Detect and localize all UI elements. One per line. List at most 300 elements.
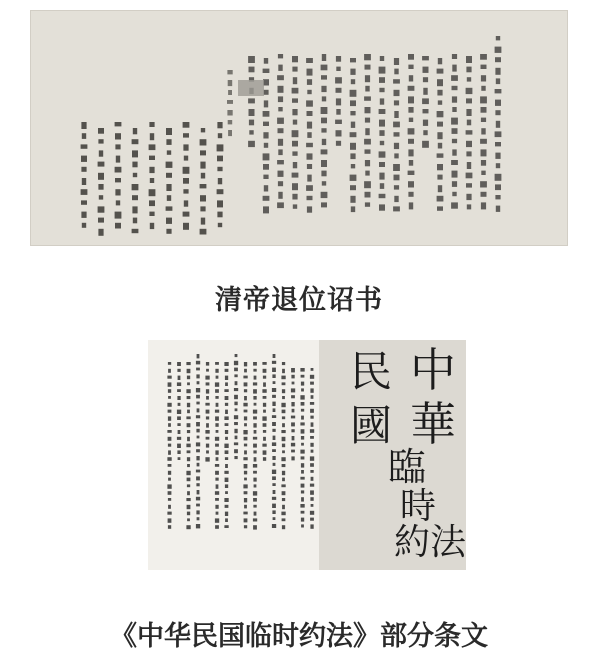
handwritten-glyph <box>168 464 172 467</box>
handwritten-glyph <box>196 402 199 405</box>
handwritten-glyph <box>273 463 276 466</box>
handwritten-glyph <box>481 107 487 113</box>
handwritten-glyph <box>365 149 371 153</box>
handwritten-glyph <box>206 369 209 372</box>
handwritten-glyph <box>253 437 257 440</box>
handwritten-glyph <box>310 409 314 413</box>
handwritten-glyph <box>168 505 171 509</box>
handwritten-glyph <box>452 96 457 102</box>
handwritten-glyph <box>243 403 247 407</box>
headline-char-shi: 時 <box>400 486 437 527</box>
handwritten-glyph <box>281 484 285 487</box>
handwritten-glyph <box>466 109 471 116</box>
handwritten-glyph <box>168 498 171 501</box>
handwritten-glyph <box>187 430 190 433</box>
handwritten-glyph <box>282 450 285 453</box>
handwritten-glyph <box>336 67 340 71</box>
handwritten-glyph <box>186 444 190 448</box>
handwritten-glyph <box>150 223 154 229</box>
handwritten-glyph <box>292 141 298 147</box>
handwritten-glyph <box>291 416 295 419</box>
handwritten-glyph <box>321 171 326 177</box>
handwritten-glyph <box>253 518 257 521</box>
handwritten-glyph <box>168 369 171 373</box>
handwritten-glyph <box>254 484 257 487</box>
handwritten-glyph <box>321 202 327 207</box>
handwritten-glyph <box>224 416 228 420</box>
headline-char-yue: 約 <box>394 522 431 563</box>
handwritten-glyph <box>480 139 487 144</box>
handwritten-glyph <box>168 382 172 386</box>
handwritten-glyph <box>253 464 257 468</box>
handwritten-glyph <box>196 388 200 392</box>
handwritten-glyph <box>81 212 86 218</box>
handwritten-glyph <box>301 429 305 433</box>
handwritten-glyph <box>408 96 414 103</box>
handwritten-glyph <box>196 483 199 486</box>
handwritten-glyph <box>187 491 190 495</box>
handwritten-glyph <box>380 183 384 189</box>
handwritten-glyph <box>310 388 313 392</box>
handwritten-glyph <box>272 483 275 486</box>
handwritten-glyph <box>293 120 297 125</box>
handwritten-glyph <box>244 444 247 447</box>
handwritten-glyph <box>321 192 328 198</box>
handwritten-glyph <box>278 171 284 177</box>
handwritten-glyph <box>167 403 171 407</box>
handwritten-glyph <box>437 90 442 96</box>
handwritten-glyph <box>291 456 294 460</box>
handwritten-glyph <box>215 505 218 509</box>
handwritten-glyph <box>393 122 400 128</box>
handwritten-glyph <box>282 471 285 475</box>
handwritten-glyph <box>422 56 429 60</box>
handwritten-glyph <box>115 144 120 149</box>
handwritten-glyph <box>215 437 219 441</box>
handwritten-glyph <box>281 430 285 433</box>
handwritten-glyph <box>481 128 485 134</box>
handwritten-glyph <box>196 361 200 365</box>
handwritten-glyph <box>291 375 294 379</box>
handwritten-glyph <box>234 395 238 399</box>
handwritten-glyph <box>307 164 312 169</box>
handwritten-glyph <box>115 212 122 219</box>
handwritten-glyph <box>452 171 458 178</box>
handwritten-glyph <box>200 195 206 201</box>
handwritten-glyph <box>278 149 282 155</box>
handwritten-glyph <box>467 120 471 126</box>
handwritten-glyph <box>278 128 284 133</box>
handwritten-glyph <box>253 450 256 453</box>
handwritten-glyph <box>168 450 171 454</box>
handwritten-glyph <box>187 450 191 453</box>
handwritten-glyph <box>311 395 314 399</box>
handwritten-glyph <box>227 110 232 116</box>
handwritten-glyph <box>168 416 171 420</box>
handwritten-glyph <box>215 491 219 495</box>
handwritten-glyph <box>253 369 256 372</box>
handwritten-glyph <box>422 141 429 148</box>
handwritten-glyph <box>166 128 172 135</box>
handwritten-glyph <box>481 160 486 166</box>
handwritten-glyph <box>253 362 257 366</box>
handwritten-glyph <box>244 437 248 441</box>
handwritten-glyph <box>187 484 190 487</box>
handwritten-glyph <box>206 410 210 414</box>
handwritten-glyph <box>437 153 444 157</box>
handwritten-glyph <box>365 171 369 176</box>
handwritten-glyph <box>495 100 501 106</box>
handwritten-glyph <box>217 167 222 171</box>
handwritten-glyph <box>301 436 304 440</box>
handwritten-glyph <box>272 470 276 474</box>
handwritten-glyph <box>263 69 270 73</box>
handwritten-glyph <box>263 376 266 379</box>
handwritten-glyph <box>248 56 255 63</box>
handwritten-glyph <box>301 375 305 378</box>
handwritten-glyph <box>437 69 444 74</box>
handwritten-glyph <box>187 369 191 373</box>
handwritten-glyph <box>115 189 120 195</box>
handwritten-glyph <box>200 139 207 145</box>
handwritten-glyph <box>215 389 219 393</box>
handwritten-glyph <box>244 471 247 475</box>
handwritten-glyph <box>310 470 313 473</box>
handwritten-glyph <box>178 376 181 380</box>
handwritten-glyph <box>253 491 257 495</box>
handwritten-glyph <box>98 173 104 180</box>
handwritten-glyph <box>225 437 228 440</box>
handwritten-glyph <box>301 388 304 391</box>
handwritten-glyph <box>365 86 369 92</box>
handwritten-glyph <box>197 490 200 494</box>
handwritten-glyph <box>187 518 190 521</box>
handwritten-glyph <box>281 403 285 407</box>
handwritten-glyph <box>82 223 86 228</box>
handwritten-glyph <box>408 181 414 187</box>
handwritten-glyph <box>225 464 228 468</box>
handwritten-glyph <box>262 362 266 365</box>
handwritten-glyph <box>310 490 314 494</box>
handwritten-glyph <box>227 70 232 74</box>
handwritten-glyph <box>307 122 312 129</box>
handwritten-glyph <box>350 111 355 115</box>
handwritten-glyph <box>168 444 171 447</box>
handwritten-glyph <box>466 98 472 103</box>
handwritten-glyph <box>225 410 228 414</box>
handwritten-glyph <box>496 121 500 128</box>
handwritten-glyph <box>196 476 200 480</box>
handwritten-glyph <box>322 181 326 185</box>
handwritten-glyph <box>301 382 304 386</box>
handwritten-glyph <box>81 122 86 129</box>
handwritten-glyph <box>336 141 341 146</box>
handwritten-glyph <box>215 369 218 373</box>
headline-char-hua: 華 <box>410 397 456 451</box>
handwritten-glyph <box>205 457 209 461</box>
handwritten-glyph <box>282 389 285 393</box>
handwritten-glyph <box>272 374 275 378</box>
handwritten-glyph <box>437 122 443 127</box>
handwritten-glyph <box>253 505 256 508</box>
handwritten-glyph <box>254 457 257 461</box>
handwritten-glyph <box>253 498 257 502</box>
handwritten-glyph <box>282 382 286 385</box>
handwritten-glyph <box>481 192 487 197</box>
handwritten-glyph <box>183 122 190 128</box>
handwritten-glyph <box>218 133 222 138</box>
handwritten-glyph <box>217 189 224 194</box>
handwritten-glyph <box>282 518 286 521</box>
handwritten-glyph <box>215 396 218 399</box>
handwritten-glyph <box>206 362 209 366</box>
handwritten-glyph <box>177 389 181 392</box>
handwritten-glyph <box>365 118 370 123</box>
handwritten-glyph <box>282 498 285 501</box>
handwritten-glyph <box>272 429 275 432</box>
handwritten-glyph <box>167 484 171 488</box>
handwritten-glyph <box>200 184 207 188</box>
handwritten-glyph <box>466 56 472 63</box>
handwritten-glyph <box>365 202 370 206</box>
handwritten-glyph <box>481 202 486 209</box>
handwritten-glyph <box>307 175 311 182</box>
handwritten-glyph <box>187 464 190 467</box>
handwritten-glyph <box>310 443 313 447</box>
handwritten-glyph <box>197 354 200 358</box>
handwritten-glyph <box>310 463 314 467</box>
handwritten-glyph <box>307 196 313 200</box>
handwritten-glyph <box>218 223 222 227</box>
handwritten-glyph <box>310 518 314 521</box>
handwritten-glyph <box>244 410 248 413</box>
handwritten-glyph <box>227 100 233 104</box>
handwritten-glyph <box>379 194 386 198</box>
handwritten-glyph <box>116 156 120 163</box>
handwritten-glyph <box>310 456 314 460</box>
handwritten-glyph <box>187 512 190 516</box>
handwritten-glyph <box>293 77 297 84</box>
handwritten-glyph <box>168 525 171 529</box>
handwritten-glyph <box>263 403 266 407</box>
handwritten-glyph <box>292 88 299 94</box>
handwritten-glyph <box>201 128 205 132</box>
handwritten-glyph <box>365 75 370 82</box>
handwritten-glyph <box>272 422 276 426</box>
handwritten-glyph <box>310 497 313 501</box>
handwritten-glyph <box>336 56 341 62</box>
handwritten-glyph <box>310 511 314 515</box>
handwritten-glyph <box>178 430 181 434</box>
handwritten-glyph <box>335 120 342 124</box>
handwritten-glyph <box>177 437 181 440</box>
handwritten-glyph <box>243 457 247 460</box>
handwritten-glyph <box>234 429 237 433</box>
handwritten-glyph <box>272 388 276 392</box>
handwritten-glyph <box>168 362 171 365</box>
handwritten-glyph <box>301 484 305 488</box>
handwritten-glyph <box>310 416 313 419</box>
handwritten-glyph <box>177 423 180 426</box>
handwritten-glyph <box>215 518 219 522</box>
handwritten-glyph <box>187 403 190 407</box>
handwritten-glyph <box>206 389 209 393</box>
handwritten-glyph <box>196 470 200 473</box>
handwritten-glyph <box>409 75 413 81</box>
handwritten-glyph <box>253 471 257 474</box>
handwritten-glyph <box>225 505 229 508</box>
handwritten-glyph <box>187 423 191 427</box>
handwritten-glyph <box>197 381 200 384</box>
handwritten-glyph <box>467 162 471 169</box>
handwritten-glyph <box>149 156 155 160</box>
handwritten-glyph <box>350 175 357 181</box>
handwritten-glyph <box>379 162 385 167</box>
handwritten-glyph <box>423 67 429 73</box>
handwritten-glyph <box>282 362 285 365</box>
handwritten-glyph <box>166 184 171 191</box>
headline-char-lin: 臨 <box>388 445 427 489</box>
handwritten-glyph <box>234 456 237 459</box>
handwritten-glyph <box>438 58 442 64</box>
handwritten-glyph <box>196 368 200 371</box>
handwritten-glyph <box>301 402 305 406</box>
handwritten-glyph <box>393 79 400 83</box>
handwritten-glyph <box>168 518 172 522</box>
handwritten-glyph <box>272 415 276 418</box>
handwritten-glyph <box>335 77 342 83</box>
handwritten-glyph <box>98 162 105 167</box>
handwritten-glyph <box>394 132 400 136</box>
handwritten-glyph <box>364 96 371 100</box>
handwritten-glyph <box>263 164 269 170</box>
handwritten-glyph <box>408 107 413 113</box>
handwritten-glyph <box>379 77 385 83</box>
handwritten-glyph <box>167 150 171 154</box>
handwritten-glyph <box>187 478 191 482</box>
handwritten-glyph <box>409 118 413 122</box>
handwritten-glyph <box>205 403 209 406</box>
handwritten-glyph <box>224 444 228 448</box>
handwritten-glyph <box>291 402 294 406</box>
handwritten-glyph <box>350 153 355 159</box>
handwritten-glyph <box>187 437 190 441</box>
handwritten-glyph <box>262 389 266 393</box>
handwritten-glyph <box>132 162 137 168</box>
handwritten-glyph <box>282 416 285 419</box>
handwritten-glyph <box>149 167 154 173</box>
handwritten-glyph <box>263 153 270 160</box>
handwritten-glyph <box>273 436 276 440</box>
handwritten-glyph <box>263 457 266 461</box>
handwritten-glyph <box>282 437 286 441</box>
handwritten-glyph <box>253 416 257 419</box>
handwritten-glyph <box>183 178 189 184</box>
handwritten-glyph <box>168 410 172 413</box>
handwritten-glyph <box>278 107 282 111</box>
handwritten-glyph <box>310 524 313 528</box>
handwritten-glyph <box>184 156 188 161</box>
headline-char-min: 民 <box>350 347 393 396</box>
handwritten-glyph <box>291 388 295 392</box>
handwritten-glyph <box>310 375 314 379</box>
handwritten-glyph <box>351 122 355 128</box>
handwritten-glyph <box>244 478 247 481</box>
handwritten-glyph <box>254 430 257 434</box>
handwritten-glyph <box>322 54 326 61</box>
handwritten-glyph <box>321 75 327 79</box>
handwritten-glyph <box>310 402 314 405</box>
handwritten-glyph <box>322 96 326 101</box>
handwritten-glyph <box>272 442 276 446</box>
handwritten-glyph <box>98 139 103 143</box>
handwritten-glyph <box>437 206 443 210</box>
edict-caption: 清帝退位诏书 <box>215 285 383 317</box>
handwritten-glyph <box>336 109 340 115</box>
handwritten-glyph <box>200 150 206 155</box>
handwritten-glyph <box>149 122 154 127</box>
handwritten-glyph <box>186 362 190 365</box>
handwritten-glyph <box>481 75 486 81</box>
handwritten-glyph <box>166 173 172 178</box>
handwritten-glyph <box>380 98 384 104</box>
handwritten-glyph <box>225 382 228 386</box>
handwritten-glyph <box>408 139 414 144</box>
handwritten-glyph <box>132 150 138 157</box>
handwritten-glyph <box>225 423 229 426</box>
handwritten-glyph <box>234 422 238 425</box>
handwritten-glyph <box>321 149 328 154</box>
handwritten-glyph <box>177 444 181 448</box>
handwritten-glyph <box>228 90 232 95</box>
handwritten-glyph <box>282 491 286 495</box>
handwritten-glyph <box>206 450 209 453</box>
handwritten-glyph <box>291 395 295 398</box>
handwritten-glyph <box>365 65 371 70</box>
handwritten-glyph <box>115 133 121 139</box>
handwritten-glyph <box>394 175 400 181</box>
handwritten-glyph <box>311 422 314 426</box>
handwritten-glyph <box>253 389 257 393</box>
handwritten-glyph <box>149 189 156 196</box>
handwritten-glyph <box>311 477 314 481</box>
handwritten-glyph <box>166 139 171 145</box>
handwritten-glyph <box>282 396 285 399</box>
handwritten-glyph <box>264 58 268 64</box>
handwritten-glyph <box>205 376 209 380</box>
handwritten-glyph <box>168 389 171 393</box>
handwritten-glyph <box>481 171 485 175</box>
handwritten-glyph <box>495 110 500 115</box>
handwritten-glyph <box>409 160 413 166</box>
handwritten-glyph <box>480 96 487 103</box>
handwritten-glyph <box>394 58 399 65</box>
handwritten-glyph <box>452 128 458 134</box>
handwritten-glyph <box>423 77 428 82</box>
handwritten-glyph <box>234 402 237 406</box>
handwritten-glyph <box>495 153 500 159</box>
handwritten-glyph <box>215 464 219 467</box>
handwritten-glyph <box>408 171 415 175</box>
handwritten-glyph <box>178 403 181 406</box>
handwritten-glyph <box>186 525 190 529</box>
handwritten-glyph <box>263 111 270 117</box>
handwritten-glyph <box>82 133 86 139</box>
handwritten-glyph <box>133 218 137 224</box>
handwritten-glyph <box>115 167 122 173</box>
handwritten-glyph <box>307 79 312 85</box>
handwritten-glyph <box>217 144 224 151</box>
